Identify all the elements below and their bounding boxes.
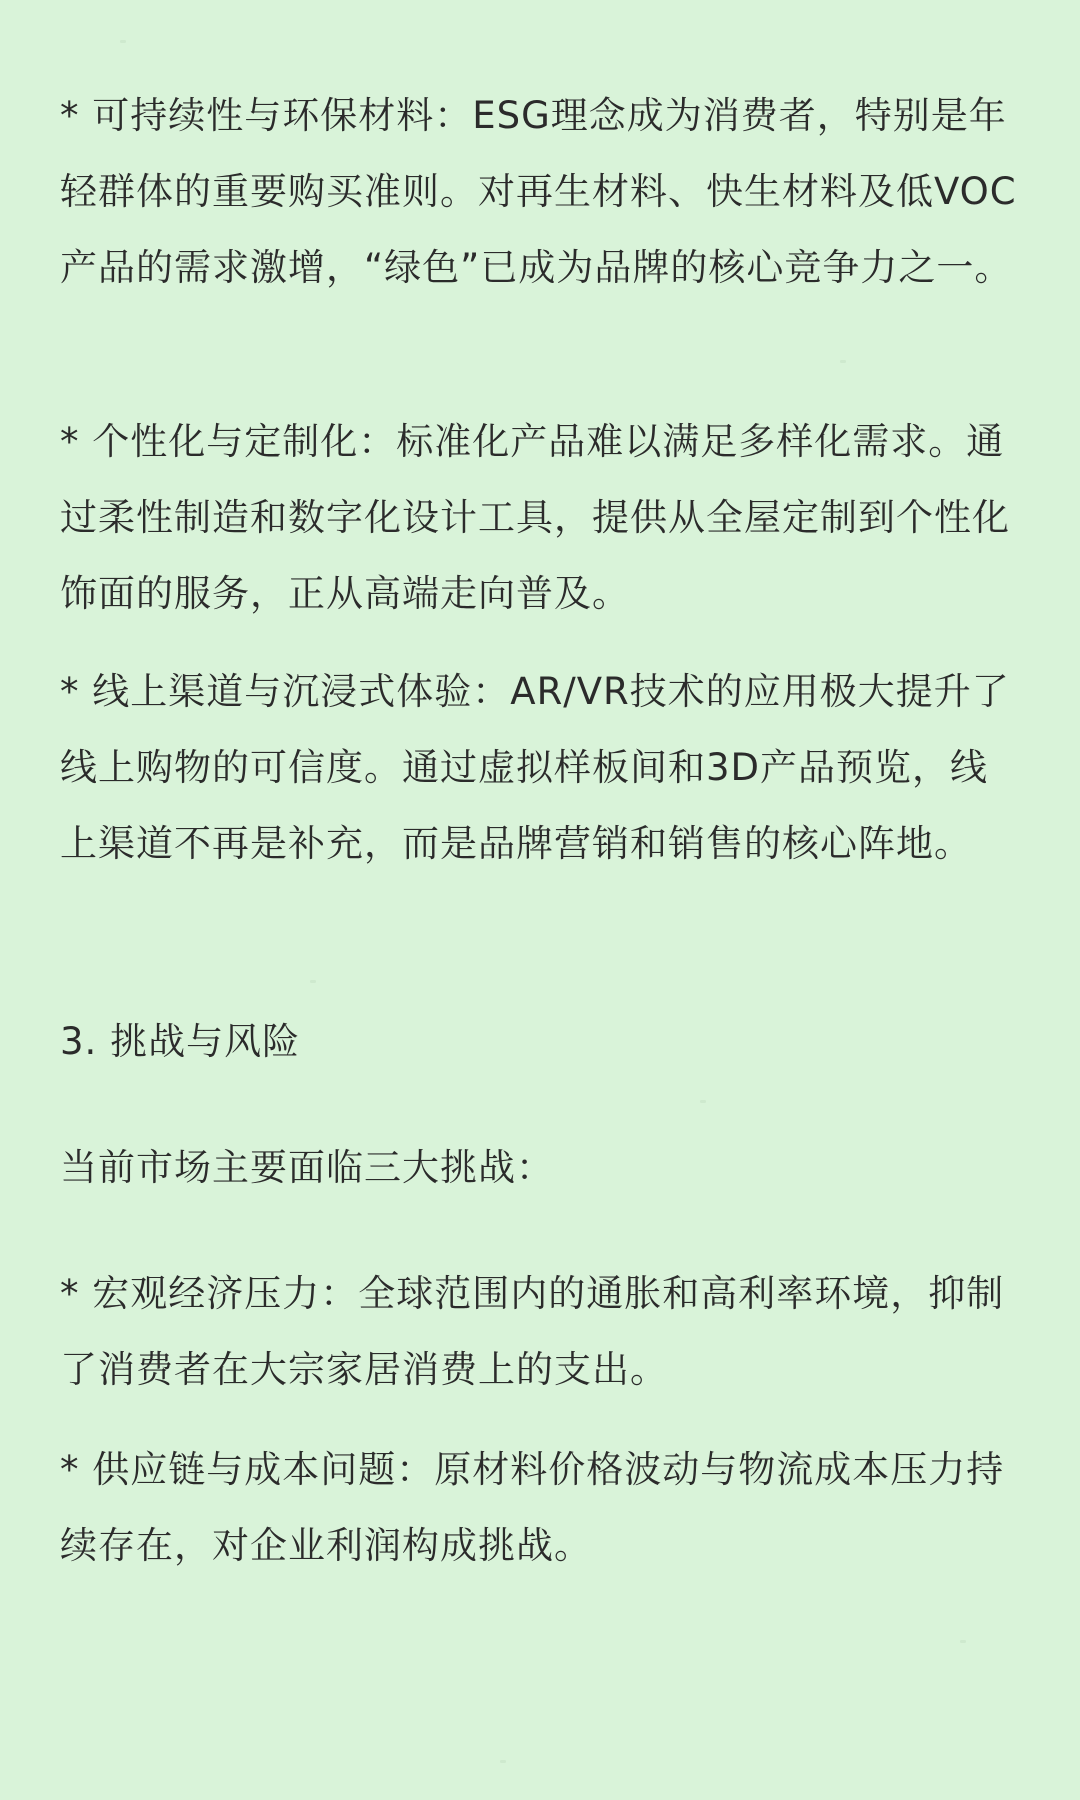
texture-speck: [120, 40, 126, 43]
section-heading: 3. 挑战与风险: [60, 1020, 301, 1063]
paragraph-online-channel: * 线上渠道与沉浸式体验：AR/VR技术的应用极大提升了线上购物的可信度。通过虚拟样板间和3D产品预览，线上渠道不再是补充，而是品牌营销和销售的核心阵地。: [60, 670, 1010, 865]
paragraph-personalization: * 个性化与定制化：标准化产品难以满足多样化需求。通过柔性制造和数字化设计工具，提供从全屋定制到个性化饰面的服务，正从高端走向普及。: [60, 420, 1010, 615]
texture-speck: [700, 1100, 706, 1103]
texture-speck: [500, 1760, 506, 1763]
texture-speck: [310, 980, 316, 983]
paragraph-sustainability: * 可持续性与环保材料：ESG理念成为消费者，特别是年轻群体的重要购买准则。对再生材料、快生材料及低VOC产品的需求激增，“绿色”已成为品牌的核心竞争力之一。: [60, 94, 1017, 289]
challenge-macroeconomic: * 宏观经济压力：全球范围内的通胀和高利率环境，抑制了消费者在大宗家居消费上的支出。: [60, 1272, 1005, 1391]
texture-speck: [960, 1640, 966, 1643]
intro-line: 当前市场主要面临三大挑战：: [60, 1146, 554, 1189]
texture-speck: [840, 360, 846, 363]
challenge-supply-chain: * 供应链与成本问题：原材料价格波动与物流成本压力持续存在，对企业利润构成挑战。: [60, 1448, 1005, 1567]
